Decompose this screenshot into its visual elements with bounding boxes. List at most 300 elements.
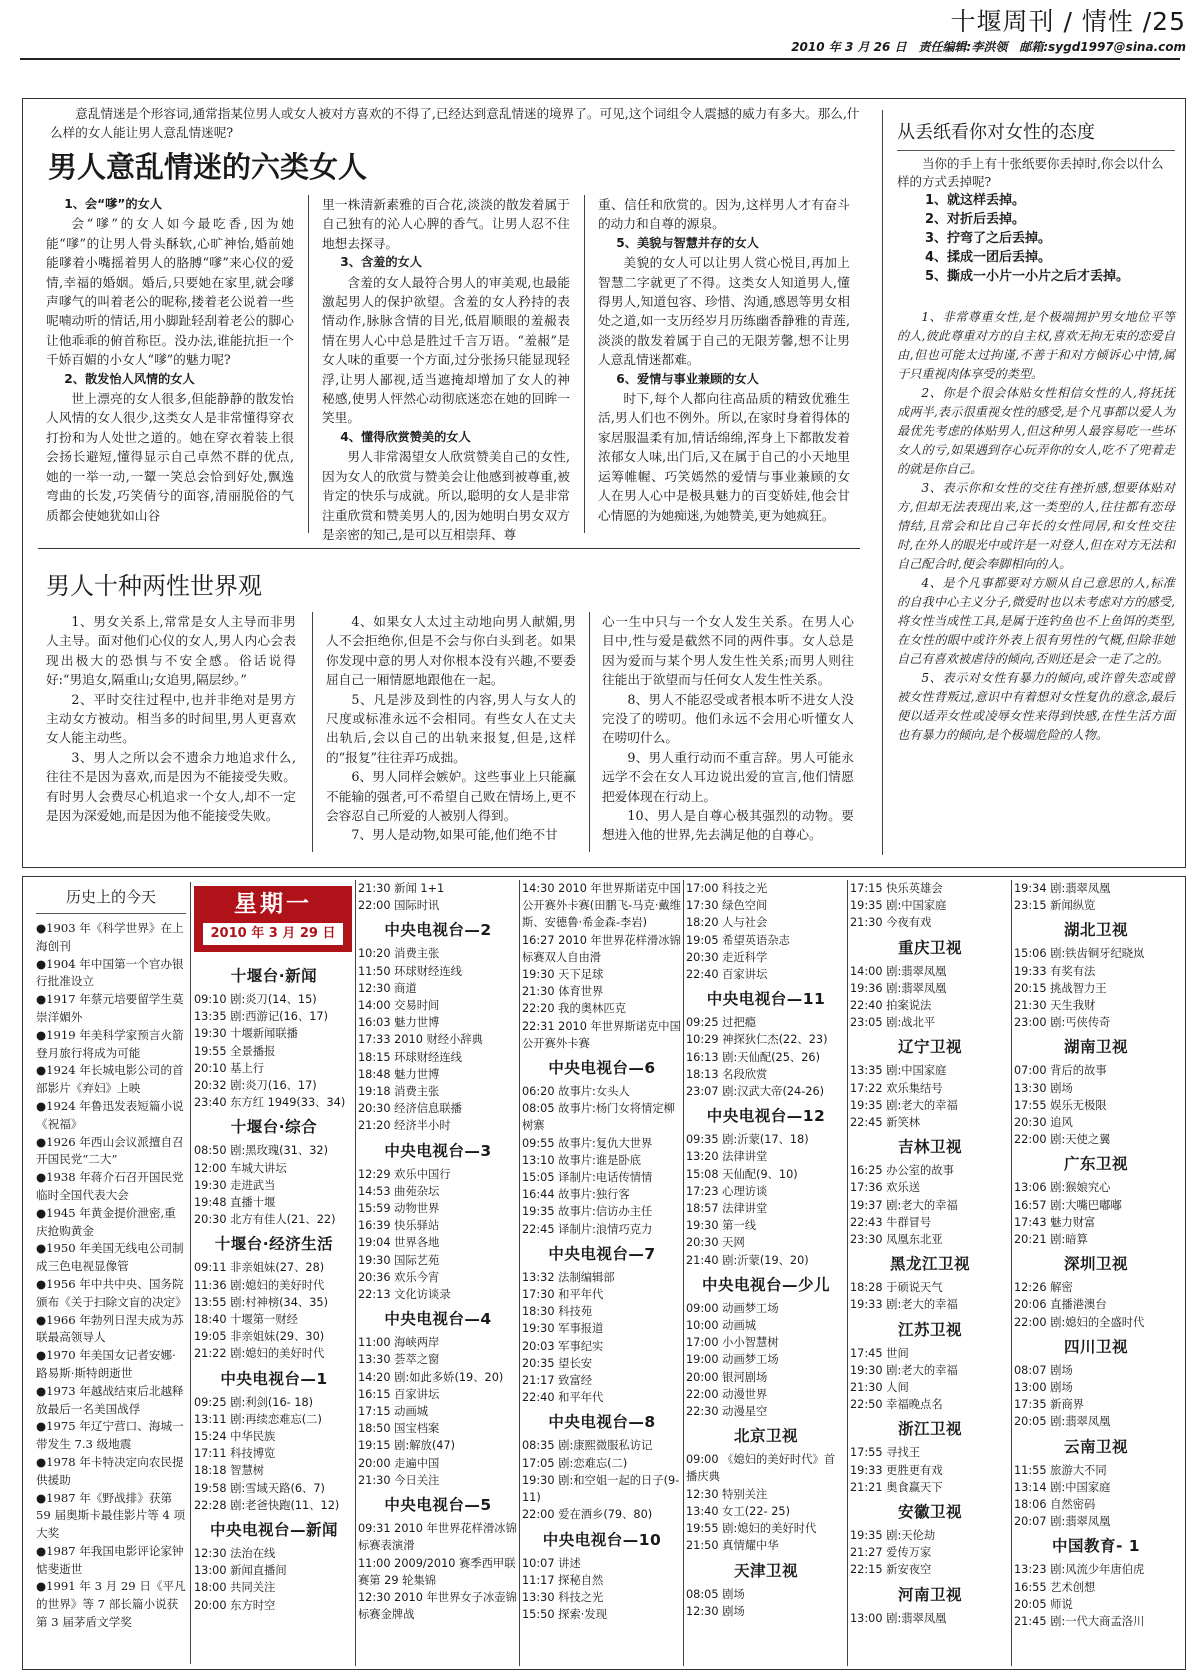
program-listing: 22:50 幸福晚点名 — [850, 1398, 943, 1412]
program-listing: 21:20 经济半小时 — [358, 1119, 451, 1133]
program-listing: 08:05 剧场 — [686, 1587, 745, 1601]
article1-intro: 意乱情迷是个形容词,通常指某位男人或女人被对方喜欢的不得了,已经达到意乱情迷的境界了。可见,这个词组令人震撼的威力有多大。那么,什么样的女人能让男人意乱情迷呢? — [50, 106, 860, 140]
channel-heading: 四川卫视 — [1063, 1337, 1128, 1356]
channel-heading: 中央电视台—8 — [548, 1413, 656, 1432]
program-listing: 09:31 2010 年世界花样滑冰锦标赛表演滑 — [358, 1522, 517, 1553]
program-listing: 09:00 动画梦工场 — [686, 1301, 779, 1315]
program-listing: 20:10 基上行 — [194, 1061, 265, 1075]
program-listing: 22:43 牛群冒号 — [850, 1215, 932, 1229]
tv-column-5 — [850, 880, 1010, 1627]
program-listing: 12:26 解密 — [1014, 1281, 1073, 1295]
date-label: 2010 年 3 月 29 日 — [202, 922, 344, 946]
program-listing: 17:33 2010 财经小辞典 — [358, 1033, 483, 1047]
program-listing: 13:30 科技之光 — [522, 1590, 604, 1604]
article1-column-2 — [322, 195, 570, 544]
program-listing: 22:00 剧:天使之翼 — [1014, 1133, 1111, 1147]
program-listing: 19:34 剧:翡翠凤凰 — [1014, 882, 1111, 895]
article-paragraph: 世上漂亮的女人很多,但能静静的散发怡人风情的女人很少,这类女人是非常懂得穿衣打扮和为人处世之道的。她在穿衣着装上很会扬长避短,懂得显示自己卓然不群的优点,她的一举一动,一颦一笑总会恰到好处,飘逸弯曲的长发,巧笑倩兮的面容,清丽脱俗的气质都会使她犹如山谷 — [46, 391, 294, 523]
article2-column-1 — [46, 612, 296, 825]
program-listing: 21:40 剧:沂蒙(19、20) — [686, 1253, 809, 1267]
quiz-answer: 1、非常尊重女性,是个极端拥护男女地位平等的人,彼此尊重对方的自主权,喜欢无拘无束的恋爱自由,但也可能太过拘谨,不善于和对方倾诉心中情,属于只重视肉体享受的类型。 — [897, 310, 1175, 381]
article1-column-3 — [598, 195, 850, 525]
program-listing: 18:13 名段欣赏 — [686, 1067, 768, 1081]
program-listing: 22:45 译制片:浪情巧克力 — [522, 1222, 653, 1236]
program-listing: 21:30 今夜有戏 — [850, 916, 932, 930]
program-listing: 15:05 译制片:电话传情情 — [522, 1171, 653, 1185]
article-paragraph: 男人非常渴望女人欣赏赞美自己的女性,因为女人的欣赏与赞美会让他感到被尊重,被肯定的快乐与成就。所以,聪明的女人是非常注重欣赏和赞美男人的,因为她明白男女双方是亲密的知己,是可以互相崇拜、尊 — [322, 449, 570, 542]
program-listing: 13:00 剧场 — [1014, 1381, 1073, 1395]
program-listing: 22:28 剧:老爸快跑(11、12) — [194, 1498, 340, 1512]
program-listing: 19:35 剧:天伦劫 — [850, 1529, 936, 1543]
page-header-title: 十堰周刊 / 情性 /25 — [950, 7, 1186, 36]
article-paragraph: 会“嗲”的女人如今最吃香,因为她能“嗲”的让男人骨头酥软,心旷神怡,婚前她能嗲着小嘴摇着男人的胳膊“嗲”来心仪的爱情,幸福的婚姻。婚后,只要她在家里,就会嗲声嗲气的叫着老公的昵称,搂着老公说着一些呢喃动听的情话,用小脚趾轻刮着老公的脚心让他乖乖的俯首称臣。没办法,谁能抗拒一个千娇百媚的小女人“嗲”的魅力呢? — [46, 216, 294, 368]
tv-divider — [1011, 880, 1012, 1666]
program-listing: 21:30 今日关注 — [358, 1473, 440, 1487]
article-divider — [38, 548, 860, 549]
program-listing: 20:30 天网 — [686, 1236, 745, 1250]
program-listing: 13:00 剧:翡翠凤凰 — [850, 1611, 947, 1625]
channel-heading: 中央电视台—4 — [384, 1310, 492, 1329]
program-listing: 19:33 有奖有法 — [1014, 964, 1096, 978]
program-listing: 08:07 剧场 — [1014, 1363, 1073, 1377]
program-listing: 16:39 快乐驿站 — [358, 1219, 440, 1233]
program-listing: 17:00 小小智慧树 — [686, 1336, 779, 1350]
history-item: ●1987 年《野战排》获第 59 届奥斯卡最佳影片等 4 项大奖 — [36, 1490, 186, 1541]
program-listing: 15:08 天仙配(9、10) — [686, 1167, 798, 1181]
article-subheading: 5、美貌与智慧并存的女人 — [616, 235, 759, 250]
program-listing: 11:17 探秘自然 — [522, 1573, 604, 1587]
program-listing: 12:00 车城大讲坛 — [194, 1161, 287, 1175]
program-listing: 18:57 法律讲堂 — [686, 1202, 768, 1216]
program-listing: 19:30 剧:和空姐一起的日子(9- 11) — [522, 1473, 680, 1505]
program-listing: 18:28 于硕说天气 — [850, 1281, 943, 1295]
program-listing: 17:11 科技博览 — [194, 1447, 276, 1461]
channel-heading: 中央电视台—少儿 — [701, 1275, 830, 1294]
program-listing: 23:07 剧:汉武大帝(24-26) — [686, 1085, 825, 1099]
program-listing: 17:36 欢乐送 — [850, 1181, 921, 1195]
program-listing: 09:25 过把瘾 — [686, 1016, 757, 1030]
channel-heading: 吉林卫视 — [897, 1138, 962, 1157]
program-listing: 08:35 剧:康熙微服私访记 — [522, 1439, 653, 1453]
channel-heading: 十堰台·新闻 — [230, 967, 318, 985]
channel-heading: 湖北卫视 — [1063, 921, 1128, 940]
program-listing: 17:43 魅力财富 — [1014, 1215, 1096, 1229]
program-listing: 23:05 剧:战北平 — [850, 1016, 936, 1030]
program-listing: 20:21 剧:暗算 — [1014, 1233, 1088, 1247]
article-paragraph: 2、平时交往过程中,也并非绝对是男方主动女方被动。相当多的时间里,男人更喜欢女人能主动些。 — [46, 691, 296, 746]
channel-heading: 中央电视台—2 — [384, 921, 492, 940]
article-subheading: 6、爱情与事业兼顾的女人 — [616, 371, 759, 386]
program-listing: 19:30 天下足球 — [522, 968, 604, 982]
program-listing: 12:30 特别关注 — [686, 1487, 768, 1501]
quiz-option: 2、对折后丢掉。 — [925, 212, 1026, 227]
history-item: ●1975 年辽宁营口、海城一带发生 7.3 级地震 — [36, 1419, 184, 1452]
program-listing: 17:30 绿色空间 — [686, 899, 768, 913]
program-listing: 13:35 剧:西游记(16、17) — [194, 1010, 329, 1024]
program-listing: 18:50 国宝档案 — [358, 1422, 440, 1436]
program-listing: 20:06 直播港澳台 — [1014, 1298, 1107, 1312]
history-item: ●1987 年我国电影评论家钟惦斐逝世 — [36, 1543, 184, 1576]
program-listing: 23:15 新闻纵览 — [1014, 899, 1096, 913]
channel-heading: 安徽卫视 — [897, 1503, 962, 1522]
article1-title: 男人意乱情迷的六类女人 — [48, 150, 368, 184]
channel-heading: 中国教育- 1 — [1051, 1537, 1141, 1556]
program-listing: 22:00 爱在酒乡(79、80) — [522, 1508, 653, 1522]
history-item: ●1966 年勃列日涅夫成为苏联最高领导人 — [36, 1312, 184, 1345]
program-listing: 19:15 剧:解放(47) — [358, 1439, 456, 1453]
article-subheading: 2、散发怡人风情的女人 — [64, 371, 195, 386]
quiz-option: 4、揉成一团后丢掉。 — [925, 250, 1052, 265]
program-listing: 19:30 十堰新闻联播 — [194, 1027, 298, 1041]
program-listing: 13:20 法律讲堂 — [686, 1150, 768, 1164]
article-paragraph: 心一生中只与一个女人发生关系。在男人心目中,性与爱是截然不同的两件事。女人总是因为爱而与某个男人发生性关系;而男人则往往能出于欲望而与任何女人发生性关系。 — [602, 614, 854, 688]
program-listing: 16:57 剧:大嘴巴嘟嘟 — [1014, 1198, 1122, 1212]
tv-column-1 — [194, 960, 354, 1614]
article-paragraph: 1、男女关系上,常常是女人主导而非男人主导。面对他们心仪的女人,男人内心会表现出极大的恐惧与不安全感。俗话说得好:“男追女,隔重山;女追男,隔层纱。” — [46, 614, 296, 688]
program-listing: 21:27 爱传万家 — [850, 1546, 932, 1560]
program-listing: 14:20 剧:如此多娇(19、20) — [358, 1370, 504, 1384]
history-item: ●1917 年蔡元培要留学生莫崇洋媚外 — [36, 992, 184, 1024]
history-item: ●1904 年中国第一个官办银行批准设立 — [36, 956, 184, 989]
program-listing: 19:18 消费主张 — [358, 1085, 440, 1099]
article2-title: 男人十种两性世界观 — [46, 572, 262, 600]
channel-heading: 辽宁卫视 — [897, 1038, 962, 1057]
sidebar-quiz — [897, 118, 1175, 745]
program-listing: 08:05 故事片:杨门女将情定柳树寨 — [522, 1102, 675, 1133]
program-listing: 18:18 智慧树 — [194, 1464, 265, 1478]
article-paragraph: 10、男人是自尊心极其强烈的动物。要想进入他的世界,先去满足他的自尊心。 — [602, 808, 854, 843]
program-listing: 19:58 剧:雪域天路(6、7) — [194, 1481, 325, 1495]
article-paragraph: 7、男人是动物,如果可能,他们绝不甘 — [351, 827, 558, 843]
program-listing: 13:14 剧:中国家庭 — [1014, 1480, 1111, 1494]
article-subheading: 3、含羞的女人 — [340, 255, 422, 270]
sidebar-options — [897, 191, 1175, 286]
program-listing: 19:05 非亲姐妹(29、30) — [194, 1330, 325, 1344]
program-listing: 18:20 人与社会 — [686, 916, 768, 930]
program-listing: 22:40 和平年代 — [522, 1391, 604, 1405]
sidebar-title: 从丢纸看你对女性的态度 — [897, 122, 1095, 143]
sidebar-divider — [882, 110, 883, 855]
channel-heading: 十堰台·经济生活 — [214, 1235, 334, 1254]
program-listing: 21:30 体育世界 — [522, 985, 604, 999]
program-listing: 21:17 致富经 — [522, 1374, 593, 1388]
program-listing: 22:00 国际时讯 — [358, 899, 440, 913]
channel-heading: 河南卫视 — [897, 1585, 962, 1604]
program-listing: 10:29 神探狄仁杰(22、23) — [686, 1033, 828, 1047]
program-listing: 19:55 全景播报 — [194, 1044, 276, 1058]
program-listing: 17:55 寻找王 — [850, 1446, 921, 1460]
channel-heading: 广东卫视 — [1063, 1155, 1128, 1174]
quiz-answer: 3、表示你和女性的交往有挫折感,想要体贴对方,但却无法表现出来,这一类型的人,往往都有恋母情结,且常会和比自己年长的女性同居,和女性交往时,在外人的眼光中或许是一对登人,但在对方无法和自己配合时,便会奉脚相向的人。 — [897, 481, 1175, 571]
program-listing: 19:30 剧:老大的幸福 — [850, 1363, 958, 1377]
history-item: ●1973 年越战结束后北越释放最后一名美国战俘 — [36, 1383, 184, 1416]
program-listing: 16:03 魅力世博 — [358, 1016, 440, 1030]
program-listing: 19:00 动画梦工场 — [686, 1353, 779, 1367]
program-listing: 20:00 银河剧场 — [686, 1370, 768, 1384]
program-listing: 13:30 剧场 — [1014, 1081, 1073, 1095]
tv-divider — [355, 880, 356, 1666]
program-listing: 16:25 办公室的故事 — [850, 1164, 954, 1178]
history-divider — [190, 882, 191, 1664]
program-listing: 15:06 剧:铁齿铜牙纪晓岚 — [1014, 947, 1145, 961]
program-listing: 18:00 共同关注 — [194, 1581, 276, 1595]
history-item: ●1970 年美国女记者安娜·路易斯·斯特朗逝世 — [36, 1348, 176, 1380]
program-listing: 22:40 百家讲坛 — [686, 968, 768, 982]
program-listing: 19:04 世界各地 — [358, 1236, 440, 1250]
quiz-answer: 5、表示对女性有暴力的倾向,或许曾失恋或曾被女性背叛过,意识中有着想对女性复仇的意念,最后便以适弄女性或凌辱女性来得到快感,在性生活方面也有暴力的倾向,是个极端危险的人物。 — [897, 671, 1175, 742]
program-listing: 21:50 真情耀中华 — [686, 1539, 779, 1553]
program-listing: 07:00 背后的故事 — [1014, 1064, 1107, 1078]
history-today — [36, 886, 186, 1632]
history-item: ●1938 年蒋介石召开国民党临时全国代表大会 — [36, 1170, 184, 1202]
weekday-label: 星期一 — [234, 891, 312, 917]
program-listing: 20:05 师说 — [1014, 1597, 1073, 1611]
channel-heading: 浙江卫视 — [897, 1420, 962, 1439]
program-listing: 12:30 2010 年世界女子冰壶锦标赛金牌战 — [358, 1590, 517, 1622]
program-listing: 13:00 新闻直播间 — [194, 1564, 287, 1578]
tv-column-2 — [358, 880, 518, 1623]
article-paragraph: 4、如果女人太过主动地向男人献媚,男人不会拒绝你,但是不会与你白头到老。如果你发现中意的男人对你根本没有兴趣,不要委屈自己一厢情愿地跟他在一起。 — [326, 614, 576, 688]
program-listing: 16:15 百家讲坛 — [358, 1387, 440, 1401]
program-listing: 19:33 剧:老大的幸福 — [850, 1298, 958, 1312]
channel-heading: 黑龙江卫视 — [889, 1255, 970, 1274]
article-paragraph: 5、凡是涉及到性的内容,男人与女人的尺度或标准永远不会相同。有些女人在丈夫出轨后,会以自己的出轨来报复,但是,这样的“报复”往往弄巧成拙。 — [326, 691, 576, 765]
article-paragraph: 时下,每个人都向往高品质的精致优雅生活,男人们也不例外。所以,在家时身着得体的家居服温柔有加,情话绵绵,浑身上下都散发着浓郁女人味,出门后,又在属于自己的小天地里运筹帷幄、巧笑嫣然的爱情与事业兼顾的女人在男人心中是极具魅力的百变娇娃,他会甘心情愿的为她痴迷,为她赞美,更为她疯狂。 — [598, 391, 850, 523]
program-listing: 15:24 中华民族 — [194, 1430, 276, 1444]
quiz-option: 5、撕成一小片一小片之后才丢掉。 — [925, 269, 1130, 284]
channel-heading: 中央电视台—1 — [220, 1369, 328, 1388]
program-listing: 17:15 快乐英雄会 — [850, 882, 943, 895]
channel-heading: 中央电视台—新闻 — [209, 1521, 338, 1540]
program-listing: 13:40 女工(22- 25) — [686, 1504, 790, 1518]
program-listing: 22:00 动漫世界 — [686, 1387, 768, 1401]
program-listing: 17:55 娱乐无极限 — [1014, 1098, 1107, 1112]
program-listing: 23:00 剧:丐侠传奇 — [1014, 1016, 1111, 1030]
program-listing: 20:03 军事纪实 — [522, 1339, 604, 1353]
history-item: ●1950 年美国无线电公司制成三色电视显像管 — [36, 1241, 184, 1274]
program-listing: 09:35 剧:沂蒙(17、18) — [686, 1133, 809, 1147]
program-listing: 18:48 魅力世博 — [358, 1067, 440, 1081]
program-listing: 11:00 海峡两岸 — [358, 1336, 440, 1350]
program-listing: 17:45 世间 — [850, 1346, 909, 1360]
program-listing: 20:30 走近科学 — [686, 950, 768, 964]
article-paragraph: 6、男人同样会嫉妒。这些事业上只能赢不能输的强者,可不希望自己败在情场上,更不会容忍自己所爱的人被别人得到。 — [326, 769, 576, 824]
program-listing: 17:22 欢乐集结号 — [850, 1081, 943, 1095]
program-listing: 16:44 故事片:独行客 — [522, 1188, 630, 1202]
program-listing: 12:29 欢乐中国行 — [358, 1167, 451, 1181]
program-listing: 13:35 剧:中国家庭 — [850, 1064, 947, 1078]
article-subheading: 1、会“嗲”的女人 — [64, 197, 162, 211]
program-listing: 09:11 非亲姐妹(27、28) — [194, 1261, 325, 1275]
sidebar-question: 当你的手上有十张纸要你丢掉时,你会以什么样的方式丢掉呢? — [897, 156, 1164, 189]
program-listing: 14:53 曲苑杂坛 — [358, 1184, 440, 1198]
program-listing: 22:31 2010 年世界斯诺克中国公开赛外卡赛 — [522, 1019, 681, 1050]
program-listing: 20:15 挑战智力王 — [1014, 981, 1107, 995]
program-listing: 20:36 欢乐今宵 — [358, 1270, 440, 1284]
program-listing: 13:06 剧:猴娘究心 — [1014, 1181, 1111, 1195]
history-item: ●1978 年卡特决定向农民提供援助 — [36, 1454, 184, 1487]
article2-column-2 — [326, 612, 576, 845]
program-listing: 15:50 探索·发现 — [522, 1608, 607, 1622]
article1-column-1 — [46, 195, 294, 525]
program-listing: 14:00 剧:翡翠凤凰 — [850, 964, 947, 978]
program-listing: 17:35 新商界 — [1014, 1398, 1085, 1412]
article-paragraph: 含羞的女人最符合男人的审美观,也最能激起男人的保护欲望。含羞的女人矜持的表情动作,脉脉含情的目光,低眉顺眼的羞赧表情在男人心中总是胜过千言万语。“羞赧”是女人味的重要一个方面,过分张扬只能显现轻浮,让男人鄙视,适当遮掩却增加了女人的神秘感,使男人怦然心动彻底迷恋在她的回眸一笑里。 — [322, 274, 570, 426]
program-listing: 19:36 剧:翡翠凤凰 — [850, 981, 947, 995]
program-listing: 19:33 更胜更有戏 — [850, 1463, 943, 1477]
program-listing: 19:30 国际艺苑 — [358, 1253, 440, 1267]
history-item: ●1903 年《科学世界》在上海创刊 — [36, 921, 184, 953]
program-listing: 09:25 剧:利剑(16- 18) — [194, 1395, 314, 1409]
tv-column-4 — [686, 880, 846, 1620]
program-listing: 20:32 剧:炎刀(16、17) — [194, 1079, 317, 1093]
program-listing: 19:30 第一线 — [686, 1219, 757, 1233]
program-listing: 13:10 故事片:谁是卧底 — [522, 1153, 642, 1167]
column-divider — [312, 612, 313, 852]
program-listing: 10:00 动画城 — [686, 1319, 757, 1333]
tv-column-3 — [522, 880, 682, 1623]
channel-heading: 中央电视台—10 — [542, 1530, 662, 1549]
program-listing: 19:35 剧:老大的幸福 — [850, 1098, 958, 1112]
history-item: ●1945 年黄金提价泄密,重庆抢购黄金 — [36, 1205, 176, 1238]
quiz-option: 1、就这样丢掉。 — [925, 193, 1026, 208]
history-list — [36, 920, 186, 1632]
article-paragraph-continued: 里一株清新素雅的百合花,淡淡的散发着属于自己独有的沁人心脾的香气。让男人忍不住地想去探寻。 — [322, 197, 570, 251]
program-listing: 13:23 剧:风流少年唐伯虎 — [1014, 1563, 1145, 1577]
program-listing: 19:05 希望英语杂志 — [686, 933, 790, 947]
channel-heading: 江苏卫视 — [897, 1320, 962, 1339]
article-paragraph: 美貌的女人可以让男人赏心悦目,再加上智慧二字就更了不得。这类女人知道男人,懂得男人,知道包容、珍惜、沟通,感恩等男女相处之道,如一支历经岁月历练幽香静雅的青莲,淡淡的散发着属于自己的无限芳馨,想不让男人意乱情迷都难。 — [598, 255, 850, 368]
program-listing: 13:11 剧:再续恋难忘(二) — [194, 1412, 322, 1426]
tv-divider — [519, 880, 520, 1666]
program-listing: 20:30 北方有佳人(21、22) — [194, 1213, 336, 1227]
date-banner — [194, 886, 352, 952]
page-header-editor-info: 2010 年 3 月 26 日 责任编辑:李洪领 邮箱:sygd1997@sina.com — [791, 40, 1186, 54]
history-item: ●1956 年中共中央、国务院颁布《关于扫除文盲的决定》 — [36, 1276, 187, 1309]
program-listing: 20:00 东方时空 — [194, 1598, 276, 1612]
program-listing: 16:27 2010 年世界花样滑冰锦标赛双人自由滑 — [522, 933, 681, 964]
tv-divider — [847, 880, 848, 1666]
history-item: ●1924 年长城电影公司的首部影片《弃妇》上映 — [36, 1063, 184, 1096]
program-listing: 14:30 2010 年世界斯诺克中国公开赛外卡赛(田鹏飞-马克·戴维斯、安德鲁·希金森-李岩) — [522, 882, 681, 930]
channel-heading: 北京卫视 — [733, 1427, 798, 1446]
program-listing: 11:55 旅游大不同 — [1014, 1463, 1107, 1477]
history-title: 历史上的今天 — [65, 888, 156, 906]
program-listing: 21:21 奥食赢天下 — [850, 1480, 943, 1494]
channel-heading: 中央电视台—11 — [706, 990, 826, 1009]
program-listing: 21:30 天生我财 — [1014, 999, 1096, 1013]
program-listing: 12:30 剧场 — [686, 1604, 745, 1618]
program-listing: 17:30 和平年代 — [522, 1288, 604, 1302]
program-listing: 09:10 剧:炎刀(14、15) — [194, 993, 317, 1006]
quiz-answer: 4、是个凡事都要对方顺从自己意思的人,标准的自我中心主义分子,微爱时也以未考虑对方的感受,将女性当成性工具,是属于连钓鱼也不上鱼饵的类型,在女性的眼中或许外表上很有男性的气概,但除非她自己有喜欢被虐待的倾向,否则还是会一走了之的。 — [897, 576, 1175, 666]
program-listing: 21:30 人间 — [850, 1381, 909, 1395]
program-listing: 09:00 《媳妇的美好时代》首播庆典 — [686, 1453, 836, 1484]
program-listing: 17:15 动画城 — [358, 1405, 429, 1419]
history-item: ●1991 年 3 月 29 日《平凡的世界》等 7 部长篇小说获第 3 届茅盾文学奖 — [36, 1579, 186, 1630]
channel-heading: 云南卫视 — [1063, 1437, 1128, 1456]
program-listing: 23:40 东方红 1949(33、34) — [194, 1096, 346, 1110]
quiz-answer: 2、你是个很会体贴女性相信女性的人,将抚抚成两半,表示很重视女性的感受,是个凡事都以爱人为最优先考虑的体贴男人,但这种男人最容易吃一些坏女人的亏,如果遇到存心玩弄你的女人,吃不了兜着走的就是你自己。 — [897, 386, 1175, 476]
channel-heading: 中央电视台—5 — [384, 1496, 492, 1515]
program-listing: 16:13 剧:天仙配(25、26) — [686, 1050, 821, 1064]
article-paragraph: 9、男人重行动而不重言辞。男人可能永远学不会在女人耳边说出爱的宣言,他们情愿把爱体现在行动上。 — [602, 749, 854, 804]
program-listing: 13:32 法制编辑部 — [522, 1270, 615, 1284]
program-listing: 18:40 十堰第一财经 — [194, 1313, 298, 1327]
program-listing: 22:30 动漫星空 — [686, 1405, 768, 1419]
program-listing: 17:00 科技之光 — [686, 882, 768, 895]
program-listing: 20:00 走遍中国 — [358, 1456, 440, 1470]
channel-heading: 中央电视台—3 — [384, 1141, 492, 1160]
program-listing: 16:55 艺术创想 — [1014, 1580, 1096, 1594]
program-listing: 09:55 故事片:复仇大世界 — [522, 1136, 653, 1150]
program-listing: 19:35 剧:中国家庭 — [850, 899, 947, 913]
program-listing: 12:30 商道 — [358, 981, 417, 995]
program-listing: 13:55 剧:村神榜(34、35) — [194, 1295, 329, 1309]
program-listing: 20:35 望长安 — [522, 1356, 593, 1370]
program-listing: 11:00 2009/2010 赛季西甲联赛第 29 轮集锦 — [358, 1556, 516, 1587]
channel-heading: 天津卫视 — [733, 1561, 798, 1580]
program-listing: 20:05 剧:翡翠凤凰 — [1014, 1415, 1111, 1429]
program-listing: 10:20 消费主张 — [358, 947, 440, 961]
program-listing: 21:30 新闻 1+1 — [358, 882, 445, 895]
program-listing: 22:20 我的奥林匹克 — [522, 1002, 626, 1016]
program-listing: 21:22 剧:媳妇的美好时代 — [194, 1347, 325, 1361]
program-listing: 13:30 荟萃之窗 — [358, 1353, 440, 1367]
program-listing: 19:35 故事片:信访办主任 — [522, 1205, 653, 1219]
program-listing: 14:00 交易时间 — [358, 999, 440, 1013]
program-listing: 12:30 法治在线 — [194, 1547, 276, 1561]
sidebar-answers — [897, 308, 1175, 745]
tv-column-6 — [1014, 880, 1178, 1630]
channel-heading: 深圳卫视 — [1063, 1255, 1128, 1274]
channel-heading: 中央电视台—12 — [706, 1107, 826, 1126]
channel-heading: 十堰台·综合 — [230, 1118, 318, 1137]
tv-divider — [683, 880, 684, 1666]
program-listing: 21:45 剧:一代大商孟洛川 — [1014, 1615, 1145, 1629]
program-listing: 18:30 科技苑 — [522, 1305, 593, 1319]
channel-heading: 中央电视台—6 — [548, 1059, 656, 1078]
column-divider — [308, 195, 309, 533]
channel-heading: 重庆卫视 — [897, 938, 962, 957]
program-listing: 19:30 军事报道 — [522, 1322, 604, 1336]
article2-column-3 — [602, 612, 854, 845]
program-listing: 18:06 自然密码 — [1014, 1498, 1096, 1512]
program-listing: 11:50 环球财经连线 — [358, 964, 462, 978]
program-listing: 18:15 环球财经连线 — [358, 1050, 462, 1064]
program-listing: 19:55 剧:媳妇的美好时代 — [686, 1522, 817, 1536]
program-listing: 11:36 剧:媳妇的美好时代 — [194, 1278, 325, 1292]
program-listing: 20:30 追风 — [1014, 1116, 1073, 1130]
column-divider — [589, 612, 590, 852]
program-listing: 22:00 剧:媳妇的全盛时代 — [1014, 1315, 1145, 1329]
program-listing: 22:15 新安夜空 — [850, 1563, 932, 1577]
program-listing: 15:59 动物世界 — [358, 1202, 440, 1216]
program-listing: 06:20 故事片:女头人 — [522, 1085, 630, 1099]
program-listing: 22:40 拍案说法 — [850, 999, 932, 1013]
article-paragraph-continued: 重、信任和欣赏的。因为,这样男人才有奋斗的动力和自尊的源泉。 — [598, 197, 850, 232]
history-item: ●1926 年西山会议派擅自召开国民党“二大” — [36, 1134, 184, 1167]
program-listing: 10:07 讲述 — [522, 1556, 581, 1570]
channel-heading: 湖南卫视 — [1063, 1038, 1128, 1057]
article-paragraph: 3、男人之所以会不遗余力地追求什么,往往不是因为喜欢,而是因为不能接受失败。有时男人会费尽心机追求一个女人,却不一定是因为深爱她,而是因为他不能接受失败。 — [46, 749, 296, 824]
quiz-option: 3、拧弯了之后丢掉。 — [925, 231, 1052, 246]
program-listing: 20:30 经济信息联播 — [358, 1102, 462, 1116]
article-paragraph: 8、男人不能忍受或者根本听不进女人没完没了的唠叨。他们永远不会用心听懂女人在唠叨什么。 — [602, 691, 854, 746]
program-listing: 19:30 走进武当 — [194, 1178, 276, 1192]
article-subheading: 4、懂得欣赏赞美的女人 — [340, 429, 471, 444]
column-divider — [584, 195, 585, 533]
